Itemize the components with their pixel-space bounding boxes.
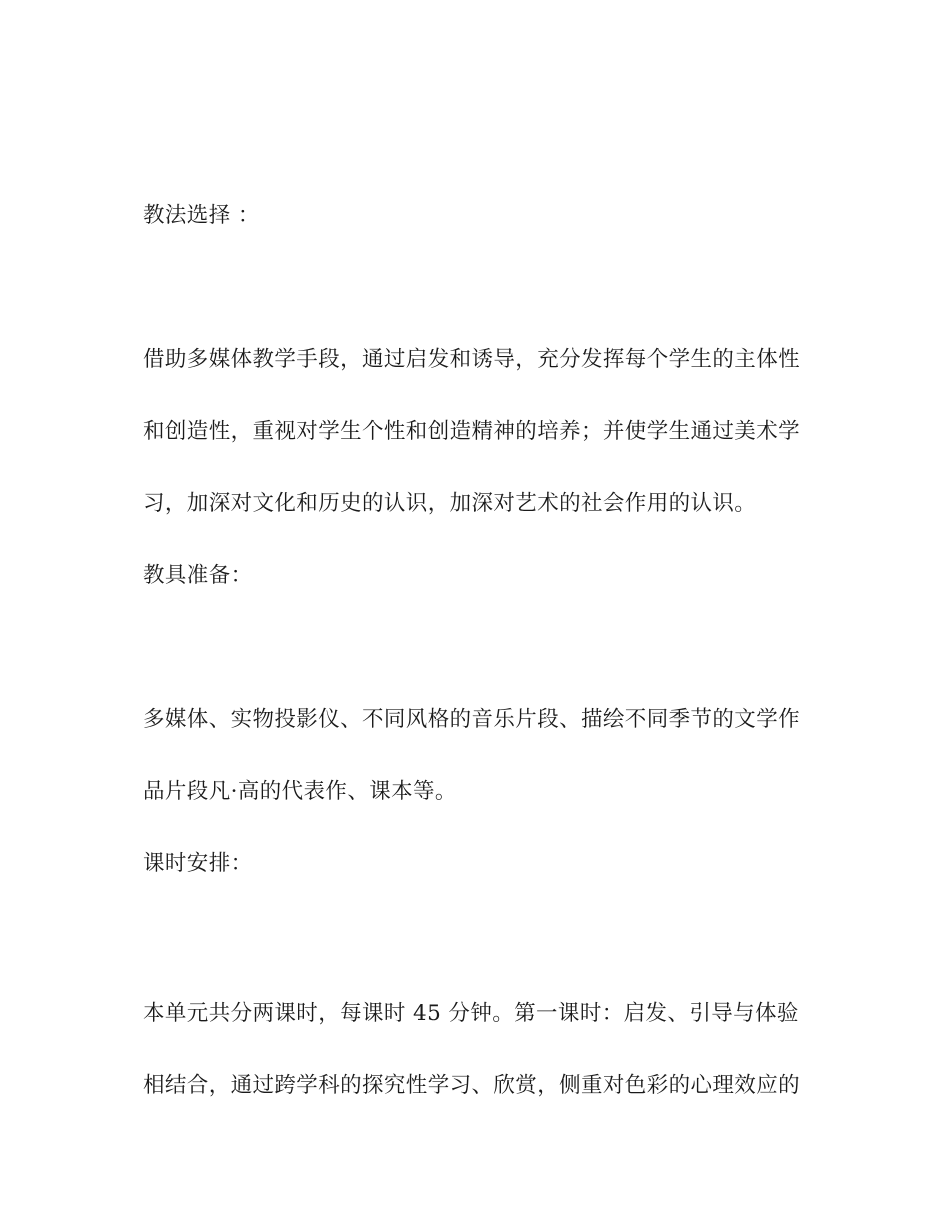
paragraph-line: 品片段凡·高的代表作、课本等。 bbox=[143, 779, 457, 804]
paragraph-line: 多媒体、实物投影仪、不同风格的音乐片段、描绘不同季节的文学作 bbox=[143, 707, 801, 732]
section-heading-schedule: 课时安排： bbox=[143, 851, 253, 876]
paragraph-line: 借助多媒体教学手段，通过启发和诱导，充分发挥每个学生的主体性 bbox=[143, 347, 801, 372]
paragraph-line: 和创造性，重视对学生个性和创造精神的培养；并使学生通过美术学 bbox=[143, 419, 801, 444]
paragraph-line: 相结合，通过跨学科的探究性学习、欣赏，侧重对色彩的心理效应的 bbox=[143, 1073, 801, 1098]
section-heading-teaching-method: 教法选择 ： bbox=[143, 203, 260, 228]
section-heading-teaching-aids: 教具准备： bbox=[143, 563, 253, 588]
paragraph-line: 本单元共分两课时，每课时 45 分钟。第一课时：启发、引导与体验 bbox=[143, 1001, 799, 1026]
paragraph-line: 习，加深对文化和历史的认识，加深对艺术的社会作用的认识。 bbox=[143, 491, 757, 516]
